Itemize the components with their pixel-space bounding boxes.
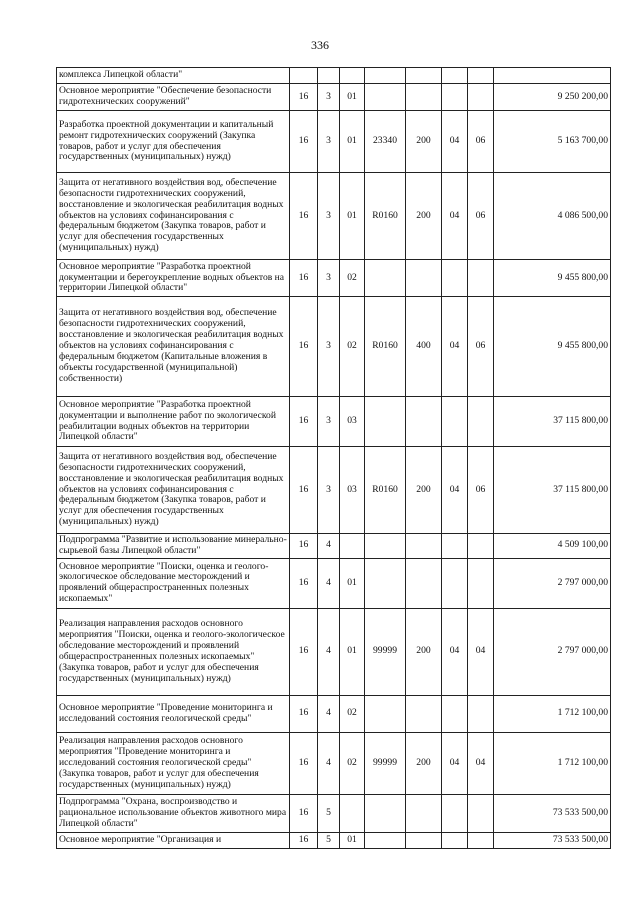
table-row	[57, 832, 611, 848]
row-name-cell: Подпрограмма "Охрана, воспроизводство и рациональное использование объектов животного мира Липецкой области"	[57, 794, 290, 832]
row-code-cell	[442, 558, 468, 608]
row-code-cell: 04	[468, 608, 494, 695]
row-code-cell	[442, 84, 468, 111]
row-code-cell: R0160	[365, 173, 406, 260]
row-code-cell	[442, 534, 468, 559]
row-code-cell: 200	[406, 173, 442, 260]
row-name-cell: Защита от негативного воздействия вод, обеспечение безопасности гидротехнических сооружений, восстановление и экологическая реабилитация водных объектов на условиях софинансирования с федеральным бюджетом (Закупка товаров, работ и услуг для обеспечения государственных (муниципальных) нужд)	[57, 447, 290, 534]
row-name-cell: Основное мероприятие "Организация и	[57, 832, 290, 848]
row-amount-cell: 4 086 500,00	[494, 173, 611, 260]
table-row	[57, 68, 611, 84]
row-name-cell: Разработка проектной документации и капитальный ремонт гидротехнических сооружений (Закупка товаров, работ и услуг для обеспечения государственных (муниципальных) нужд)	[57, 111, 290, 173]
row-code-cell: 3	[318, 111, 340, 173]
row-code-cell	[442, 832, 468, 848]
row-amount-cell: 37 115 800,00	[494, 397, 611, 447]
table-row	[57, 447, 611, 534]
row-code-cell: 4	[318, 534, 340, 559]
row-code-cell: 02	[340, 732, 365, 794]
row-code-cell	[406, 84, 442, 111]
row-name-cell: Основное мероприятие "Обеспечение безопасности гидротехнических сооружений"	[57, 84, 290, 111]
row-name-cell: Основное мероприятие "Проведение мониторинга и исследований состояния геологической среды"	[57, 695, 290, 732]
row-amount-cell: 73 533 500,00	[494, 832, 611, 848]
page-number: 336	[311, 38, 329, 52]
table-row	[57, 260, 611, 297]
row-code-cell	[468, 832, 494, 848]
row-code-cell: 4	[318, 608, 340, 695]
row-code-cell: 16	[290, 608, 318, 695]
table-row	[57, 397, 611, 447]
row-name-cell: Защита от негативного воздействия вод, обеспечение безопасности гидротехнических сооружений, восстановление и экологическая реабилитация водных объектов на условиях софинансирования с федеральным бюджетом (Закупка товаров, работ и услуг для обеспечения государственных (муниципальных) нужд)	[57, 173, 290, 260]
row-name-cell: Основное мероприятие "Разработка проектной документации и берегоукрепление водных объектов на территории Липецкой области"	[57, 260, 290, 297]
row-code-cell: 16	[290, 260, 318, 297]
row-code-cell: 06	[468, 111, 494, 173]
row-code-cell	[406, 794, 442, 832]
table-row	[57, 732, 611, 794]
row-code-cell: 16	[290, 534, 318, 559]
row-amount-cell: 1 712 100,00	[494, 695, 611, 732]
row-code-cell: 99999	[365, 732, 406, 794]
row-code-cell: 16	[290, 84, 318, 111]
row-code-cell	[365, 794, 406, 832]
table-row	[57, 111, 611, 173]
row-code-cell: 3	[318, 260, 340, 297]
row-amount-cell: 73 533 500,00	[494, 794, 611, 832]
row-code-cell	[406, 558, 442, 608]
row-code-cell	[340, 794, 365, 832]
row-name-cell: комплекса Липецкой области"	[57, 68, 290, 84]
row-code-cell	[365, 832, 406, 848]
row-name-cell: Реализация направления расходов основного мероприятия "Проведение мониторинга и исследований состояния геологической среды" (Закупка товаров, работ и услуг для обеспечения государственных (муниципальных) нужд)	[57, 732, 290, 794]
row-name-cell: Реализация направления расходов основного мероприятия "Поиски, оценка и геолого-экологическое обследование месторождений и проявлений общераспространенных полезных ископаемых" (Закупка товаров, работ и услуг для обеспечения государственных (муниципальных) нужд)	[57, 608, 290, 695]
row-code-cell: 16	[290, 695, 318, 732]
row-code-cell: 5	[318, 832, 340, 848]
row-code-cell	[290, 68, 318, 84]
row-name-cell: Основное мероприятие "Разработка проектной документации и выполнение работ по экологической реабилитации водных объектов на территории Липецкой области"	[57, 397, 290, 447]
row-code-cell: 16	[290, 397, 318, 447]
row-code-cell: 99999	[365, 608, 406, 695]
row-amount-cell: 4 509 100,00	[494, 534, 611, 559]
row-code-cell	[406, 260, 442, 297]
row-name-cell: Защита от негативного воздействия вод, обеспечение безопасности гидротехнических сооружений, восстановление и экологическая реабилитация водных объектов на условиях софинансирования с федеральным бюджетом (Капитальные вложения в объекты государственной (муниципальной) собственности)	[57, 297, 290, 397]
row-code-cell: 06	[468, 173, 494, 260]
row-code-cell: 400	[406, 297, 442, 397]
row-code-cell: 16	[290, 447, 318, 534]
row-code-cell	[406, 397, 442, 447]
row-code-cell: 16	[290, 558, 318, 608]
row-code-cell: 04	[442, 173, 468, 260]
row-amount-cell	[494, 68, 611, 84]
row-code-cell: 02	[340, 297, 365, 397]
row-name-cell: Подпрограмма "Развитие и использование минерально-сырьевой базы Липецкой области"	[57, 534, 290, 559]
row-code-cell	[442, 68, 468, 84]
row-code-cell: R0160	[365, 447, 406, 534]
row-code-cell	[468, 84, 494, 111]
row-code-cell	[365, 558, 406, 608]
row-code-cell	[340, 534, 365, 559]
row-code-cell: 23340	[365, 111, 406, 173]
row-code-cell: 16	[290, 832, 318, 848]
row-code-cell: 16	[290, 732, 318, 794]
row-code-cell: 3	[318, 397, 340, 447]
row-amount-cell: 2 797 000,00	[494, 608, 611, 695]
row-code-cell	[442, 695, 468, 732]
row-code-cell: 200	[406, 447, 442, 534]
row-amount-cell: 9 455 800,00	[494, 297, 611, 397]
row-code-cell: 01	[340, 608, 365, 695]
row-code-cell: 16	[290, 173, 318, 260]
row-code-cell	[442, 260, 468, 297]
row-code-cell: 16	[290, 794, 318, 832]
row-code-cell: 01	[340, 558, 365, 608]
row-code-cell: 03	[340, 447, 365, 534]
table-row	[57, 608, 611, 695]
row-code-cell: 3	[318, 447, 340, 534]
row-code-cell: 04	[442, 111, 468, 173]
row-amount-cell: 9 455 800,00	[494, 260, 611, 297]
row-code-cell: 3	[318, 84, 340, 111]
table-body	[57, 68, 611, 849]
row-code-cell: 200	[406, 608, 442, 695]
row-code-cell	[365, 260, 406, 297]
row-code-cell	[365, 84, 406, 111]
row-code-cell: 02	[340, 695, 365, 732]
row-code-cell: 04	[442, 732, 468, 794]
row-code-cell: 04	[442, 297, 468, 397]
row-code-cell: R0160	[365, 297, 406, 397]
row-amount-cell: 1 712 100,00	[494, 732, 611, 794]
row-code-cell: 04	[442, 447, 468, 534]
row-amount-cell: 5 163 700,00	[494, 111, 611, 173]
row-code-cell: 06	[468, 447, 494, 534]
table-row	[57, 558, 611, 608]
row-code-cell	[442, 794, 468, 832]
row-code-cell: 3	[318, 297, 340, 397]
row-code-cell: 200	[406, 111, 442, 173]
row-code-cell	[468, 794, 494, 832]
row-code-cell	[442, 397, 468, 447]
row-code-cell	[406, 695, 442, 732]
row-amount-cell: 37 115 800,00	[494, 447, 611, 534]
row-code-cell	[468, 558, 494, 608]
row-code-cell	[365, 695, 406, 732]
row-code-cell	[468, 534, 494, 559]
table-row	[57, 695, 611, 732]
row-code-cell: 03	[340, 397, 365, 447]
row-code-cell: 3	[318, 173, 340, 260]
row-code-cell: 04	[468, 732, 494, 794]
row-code-cell: 4	[318, 558, 340, 608]
row-code-cell: 01	[340, 111, 365, 173]
row-code-cell	[468, 68, 494, 84]
row-amount-cell: 9 250 200,00	[494, 84, 611, 111]
row-code-cell: 16	[290, 111, 318, 173]
row-code-cell	[365, 68, 406, 84]
budget-table	[56, 67, 611, 849]
row-code-cell	[365, 397, 406, 447]
table-row	[57, 534, 611, 559]
row-code-cell: 01	[340, 832, 365, 848]
table-row	[57, 173, 611, 260]
row-code-cell	[468, 397, 494, 447]
row-code-cell: 4	[318, 732, 340, 794]
row-code-cell	[406, 534, 442, 559]
row-code-cell: 01	[340, 84, 365, 111]
row-name-cell: Основное мероприятие "Поиски, оценка и геолого-экологическое обследование месторождений и проявлений общераспространенных полезных ископаемых"	[57, 558, 290, 608]
row-code-cell: 06	[468, 297, 494, 397]
row-code-cell	[468, 695, 494, 732]
row-code-cell	[340, 68, 365, 84]
row-code-cell: 01	[340, 173, 365, 260]
row-code-cell: 02	[340, 260, 365, 297]
row-code-cell	[468, 260, 494, 297]
row-code-cell: 16	[290, 297, 318, 397]
row-code-cell	[365, 534, 406, 559]
row-code-cell: 4	[318, 695, 340, 732]
row-code-cell: 200	[406, 732, 442, 794]
table-row	[57, 297, 611, 397]
row-code-cell	[318, 68, 340, 84]
row-code-cell	[406, 832, 442, 848]
row-code-cell: 04	[442, 608, 468, 695]
row-amount-cell: 2 797 000,00	[494, 558, 611, 608]
row-code-cell: 5	[318, 794, 340, 832]
row-code-cell	[406, 68, 442, 84]
table-row	[57, 84, 611, 111]
table-row	[57, 794, 611, 832]
